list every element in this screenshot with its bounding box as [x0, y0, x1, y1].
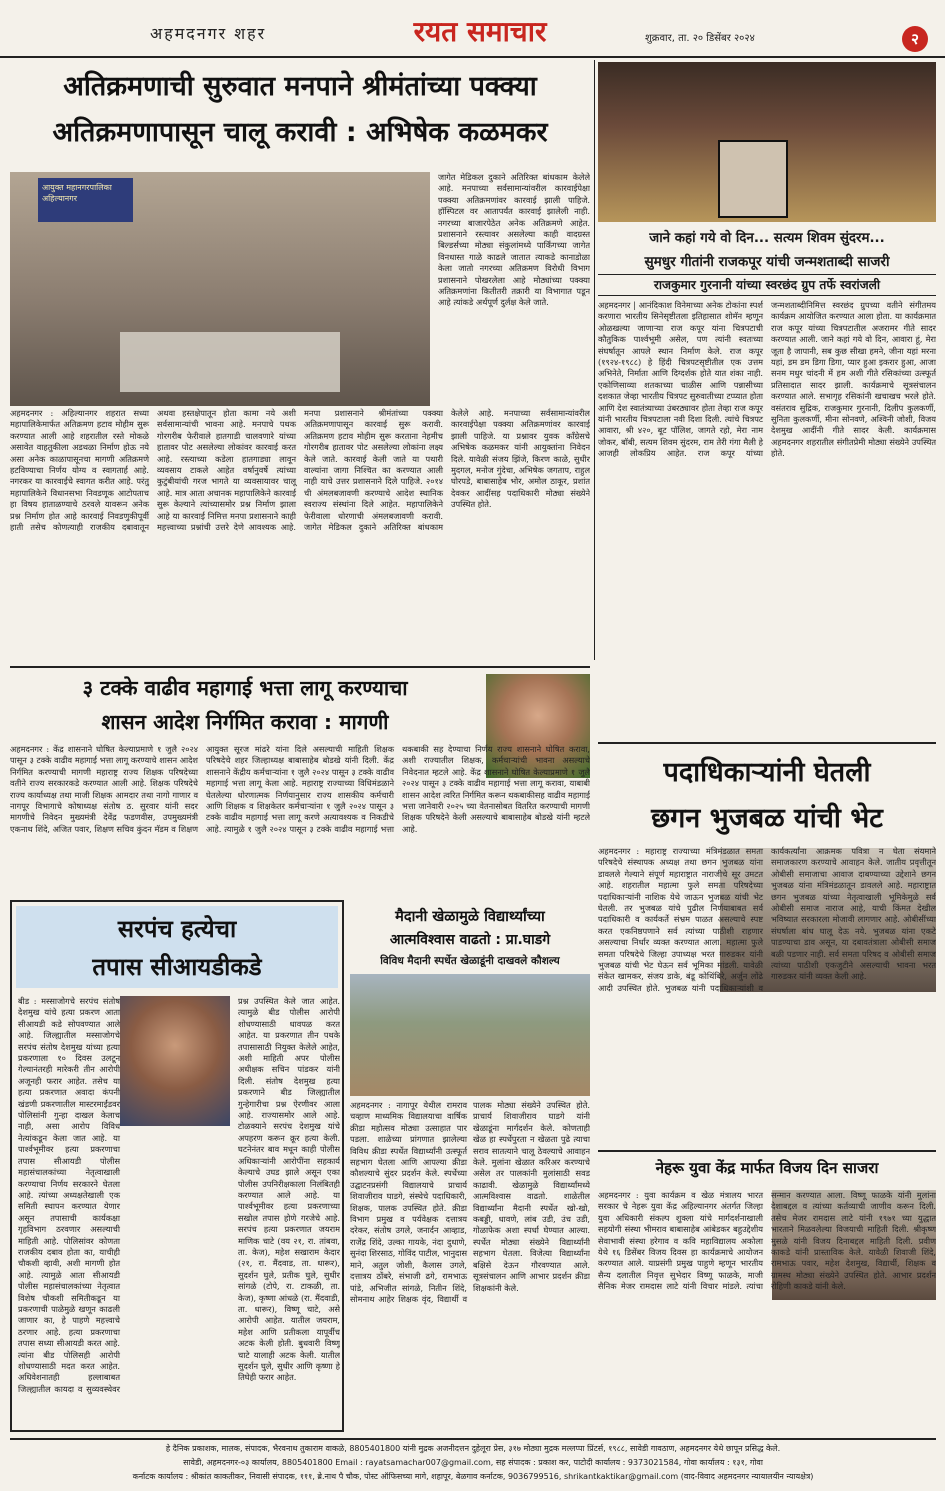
rajkapoor-headline-2: सुमधुर गीतांनी राजकपूर यांची जन्मशताब्दी साजरी — [644, 254, 890, 270]
section-name: अहमदनगर शहर — [150, 24, 267, 43]
divider — [10, 666, 590, 668]
rajkapoor-photo — [598, 62, 936, 222]
sarpanch-headline-2: तपास सीआयडीकडे — [92, 953, 262, 981]
nehru-text: अहमदनगर : युवा कार्यक्रम व खेळ मंत्रालय भारत सरकार चे नेहरू युवा केंद्र अहिल्यानगर अंतर्गत जिल्हा युवा अधिकारी संकल्प शुक्ला यांचे मार्गदर्शनाखाली सहयोगी संस्था भीमराव बाबासाहेब आंबेडकर बहुउद्देशीय सेवाभावी संस्था हरेगाव व कवि महाविद्यालय अकोला येथे १६ डिसेंबर विजय दिवस हा कार्यक्रमाचे आयोजन करण्यात आले. याप्रसंगी प्रमुख पाहुणे म्हणून भारतीय सैन्य दलातील निवृत्त सुभेदार विष्णू फाळके, माजी सैनिक मेजर रामदास लाटे यांनी विचार मांडले. त्यांचा सन्मान करण्यात आला. विष्णू फाळके यांनी मुलांना देशाबद्दल व त्यांच्या कर्तव्याची जाणीव करून दिली. तसेच मेजर रामदास लाटे यांनी १९७१ च्या युद्धात भारताने मिळवलेल्या विजयाची माहिती दिली. श्रीकृष्ण मुसळे यांनी विजय दिनाबद्दल माहिती दिली. प्रवीण काकडे यांनी प्रास्ताविक केले. यावेळी शिवाजी शिंदे, रामभाऊ पवार, महेश देशमुख, विद्यार्थी, शिक्षक व ग्रामस्थ मोठ्या संख्येने उपस्थित होते. आभार प्रदर्शन रोहिणी काकडे यांनी केले. — [598, 1190, 936, 1292]
sports-photo — [350, 974, 590, 1096]
footer-line-2: सावेडी, अहमदनगर-०३ कार्यालय, 8805401800 Email : rayatsamachar007@gmail.com, सह संपादक : प्रकाश कर, पाटोदी कार्यालय : 9373021584, गोवा कार्यालय : १३१, गोवा — [183, 1458, 763, 1467]
da-text: अहमदनगर : केंद्र शासनाने घोषित केल्याप्रमाणे १ जुलै २०२४ पासून ३ टक्के वाढीव महागाई भत्ता लागू करण्याचे शासन आदेश निर्गमित करण्याची मागणी महाराष्ट्र राज्य शिक्षक परिषदेच्या वतीने राज्य सरकारकडे करण्यात आली आहे. शिक्षक परिषदेचे राज्य कार्याध्यक्ष तथा माजी शिक्षक आमदार तथा नागो गाणार व नागपूर विभागाचे कोषाध्यक्ष संतोष ठ. सुरवार यांनी सदर मागणीचे निवेदन मुख्यमंत्री देवेंद्र फडणवीस, उपमुख्यमंत्री एकनाथ शिंदे, अजित पवार, शिक्षण सचिव कुंदन मॅडम व शिक्षण आयुक्त सूरज मांढरे यांना दिले असल्याची माहिती शिक्षक परिषदेचे शहर जिल्हाध्यक्ष बाबासाहेब बोडखे यांनी दिली. केंद्र शासनाने केंद्रीय कर्मचाऱ्यांना १ जुलै २०२४ पासून ३ टक्के वाढीव महागाई भत्ता लागू केला आहे. महाराष्ट्र राज्याच्या विधिमंडळाने घेतलेल्या धोरणात्मक निर्णयानुसार राज्य शासकीय कर्मचारी आणि शिक्षक व शिक्षकेतर कर्मचाऱ्यांना १ जुलै २०२४ पासून ३ टक्के वाढीव महागाई भत्ता लागू करणे अत्यावश्यक व निकडीचे आहे. त्यामुळे १ जुलै २०२४ पासून ३ टक्के वाढीव महागाई भत्ता थकबाकी सह देण्याचा निर्णय राज्य शासनाने घोषित करावा, अशी राज्यातील शिक्षक, कर्मचाऱ्यांची भावना असल्याचे निवेदनात म्हटले आहे. केंद्र शासनाने घोषित केल्याप्रमाणे १ जुलै २०२४ पासून ३ टक्के वाढीव महागाई भत्ता लागू करावा, याबाबी शासन आदेश त्वरित निर्गमित करून थकबाकीसह वाढीव महागाई भत्ता जानेवारी २०२५ च्या वेतनासोबत वितरित करण्याची मागणी शिक्षक परिषदेने केली असल्याचे बाबासाहेब बोडखे यांनी म्हटले आहे. — [10, 744, 590, 834]
bhujbal-headline-1: पदाधिकाऱ्यांनी घेतली — [663, 757, 871, 788]
masthead — [0, 0, 945, 58]
footer — [10, 1438, 936, 1486]
sarpanch-headline-1: सरपंच हत्येचा — [117, 915, 237, 943]
da-headline-1: ३ टक्के वाढीव महागाई भत्ता लागू करण्याचा — [82, 676, 408, 700]
sarpanch-text: बीड : मस्साजोगचे सरपंच संतोष देशमुख यांचे हत्या प्रकरण आता सीआयडी कडे सोपवण्यात आले आहे. जिल्ह्यातील मस्साजोगचे सरपंच संतोष देशमुख यांच्या हत्या प्रकरणाला १० दिवस उलटून गेल्यानंतरही मारेकरी तीन आरोपी अजूनही फरार आहेत. तसेच या हत्या प्रकरणात अवादा कंपनी खंडणी प्रकरणातील मास्टरमाईंडवर पोलिसांनी गुन्हा दाखल केलाच नाही, असा आरोप विविध नेत्यांकडून केला जात आहे. या पार्श्वभूमीवर हत्या प्रकरणाचा तपास सीआयडी पोलीस महासंचालकांच्या नेतृत्वाखाली करण्याचा निर्णय सरकारने घेतला आहे. त्यांच्या अध्यक्षतेखाली एक समिती स्थापन करण्यात येणार असून तपासाची कार्यकक्षा गृहविभाग ठरवणार असल्याची माहिती आहे. पोलिसांवर कोणता राजकीय दबाव होता का, याचीही चौकशी व्हावी, अशी मागणी होत आहे. त्यामुळे आता सीआयडी पोलीस महासंचालकांच्या नेतृत्वात विशेष चौकशी समितीकडून या प्रकरणाची पाळेमुळे खणून काढली जाणार का, हे पाहणे महत्त्वाचे ठरणार आहे. हत्या प्रकरणाचा तपास सध्या सीआयडी करत आहे. त्यांना बीड पोलिसही आरोपी शोधण्यासाठी मदत करत आहेत. अधिवेशनातही हल्लाबाबत जिल्ह्यातील कायदा व सुव्यवस्थेवर प्रश्न उपस्थित केले जात आहेत. त्यामुळे बीड पोलीस आरोपी शोधण्यासाठी धावपळ करत आहेत. या प्रकरणात तीन पथके तपासासाठी नियुक्त केलेले आहेत, अशी माहिती अपर पोलीस अधीक्षक सचिन पांडकर यांनी दिली. संतोष देशमुख हत्या प्रकरणाने बीड जिल्ह्यातील गुन्हेगारीचा प्रश्न ऐरणीवर आला आहे. राज्यासमोर आले आहे. टोळक्याने सरपंच देशमुख यांचे अपहरण करून क्रूर हत्या केली. घटनेनंतर बाव मधून काही पोलीस अधिकाऱ्यांनी आरोपींना सहकार्य केल्याचे उघड झाले असून एका पोलीस उपनिरीक्षकाला निलंबितही करण्यात आले आहे. या पार्श्वभूमीवर हत्या प्रकरणाच्या सखोल तपास होणे गरजेचे आहे. सरपंच हत्या प्रकरणात जयराम माणिक चाटे (वय २१, रा. तांबवा, ता. केज), महेश सखाराम केदार (२१, रा. मैंदवाड, ता. धारूर), सुदर्शन घुले, प्रतीक घुले, सुधीर सांगळे (टोपे, रा. टाकळी, ता. केज), कृष्णा आंधळे (रा. मैंदवाडी, ता. धारूर), विष्णू चाटे, असे आरोपी आहेत. यातील जयराम, महेश आणि प्रतीकला यापूर्वीच अटक केली होती. बुधवारी विष्णू चाटे यालाही अटक केली. यातील सुदर्शन घुले, सुधीर आणि कृष्णा हे तिघेही फरार आहेत. — [18, 996, 340, 1394]
sports-text: अहमदनगर : नागापूर येथील रामराव चव्हाण माध्यमिक विद्यालयाचा वार्षिक क्रीडा महोत्सव मोठ्या उत्साहात पार पडला. शाळेच्या प्रांगणात झालेल्या विविध क्रीडा स्पर्धेत विद्यार्थ्यांनी उत्स्फूर्त सहभाग घेतला आणि आपल्या क्रीडा कौशल्याचे सुंदर प्रदर्शन केले. स्पर्धेच्या उद्घाटनप्रसंगी विद्यालयाचे प्राचार्य शिवाजीराव घाडगे, संस्थेचे पदाधिकारी, शिक्षक, पालक उपस्थित होते. क्रीडा विभाग प्रमुख व पर्यवेक्षक दत्तात्रय दरेकर, संतोष उगले, जनार्दन आव्हाड, राजेंद्र शिंदे, उल्का गायके, नंदा दुधाणे, सुनंदा शिरसाठ, गोविंद पाटील, भानुदास माने, अतुल जोशी, कैलास उगले, दत्तात्रय ठोंबरे, संभाजी ढगे, रामभाऊ पांडे, अभिजीत सांगळे, नितीन शिंदे, सोमनाथ आहेर शिक्षक वृंद, विद्यार्थी व पालक मोठ्या संख्येने उपस्थित होते. प्राचार्य शिवाजीराव घाडगे यांनी खेळाडूंना मार्गदर्शन केले. कोणताही खेळ हा स्पर्धेपुरता न खेळता पुढे त्याचा सराव सातत्याने चालू ठेवल्याचे आवाहन केले. मुलांना खेळात करिअर करण्याचे असेल तर पालकांनी मुलांसाठी सवड काढावी. खेळामुळे विद्यार्थ्यांमध्ये आत्मविश्वास वाढतो. शाळेतील विद्यार्थ्यांना मैदानी स्पर्धेत खो-खो, कबड्डी, धावणे, लांब उडी, उंच उडी, गोळाफेक अशा स्पर्धा घेण्यात आल्या. स्पर्धेत मोठ्या संख्येने विद्यार्थ्यांनी सहभाग घेतला. विजेत्या विद्यार्थ्यांना बक्षिसे देऊन गौरवण्यात आले. सूत्रसंचालन आणि आभार प्रदर्शन क्रीडा शिक्षकांनी केले. — [350, 1100, 590, 1304]
lead-photo — [10, 172, 430, 406]
rajkapoor-headline-1: जाने कहां गये वो दिन... सत्यम शिवम सुंदरम... — [649, 231, 885, 246]
sports-headline-1: मैदानी खेळामुळे विद्यार्थ्यांच्या — [395, 908, 545, 925]
bhujbal-headline-2: छगन भुजबळ यांची भेट — [651, 803, 883, 834]
footer-line-1: हे दैनिक प्रकाशक, मालक, संपादक, भैरवनाथ तुकाराम वाकळे, 8805401800 यांनी मुद्रक अजनीदत्तन दुहेलूरा प्रेस, ३१७ मोठ्या मुद्रक मल्लप्पा प्रिंटर्स, १९८८, सावेडी गावठाण, अहमदनगर येथे छापून प्रसिद्ध केले. — [165, 1444, 781, 1453]
lead-photo-label: आयुक्त महानगरपालिका अहिल्यानगर — [38, 178, 133, 222]
footer-line-3: कर्नाटक कार्यालय : श्रीकांत काकतीकर, निवासी संपादक, १११, ब्रे.नाथ पै चौक, पोस्ट ऑफिसच्या मागे, शहापूर, बेळगाव कर्नाटक, 9036799516, shrikantkaktikar@gmail.com (वाद-विवाद अहमदनगर न्यायालयीन न्यायक्षेत्र) — [132, 1472, 814, 1481]
bhujbal-text: अहमदनगर : महाराष्ट्र राज्याच्या मंत्रिमंडळात समता परिषदेचे संस्थापक अध्यक्ष तथा छगन भुजबळ यांना डावलले गेल्याने संपूर्ण महाराष्ट्रात नाराजीचे सूर उमटत आहे. शहरातील महात्मा फुले समता परिषदेच्या पदाधिकाऱ्यांनी नाशिक येथे जाऊन भुजबळ यांची भेट घेतली. तर भुजबळ यांचे पुढील निर्णयाबाबत सर्व पदाधिकारी व कार्यकर्ते संभ्रम पाळत असल्याचे स्पष्ट करत एकनिष्ठपणाने सर्व त्यांच्या पाठीशी राहणार असल्याचा निर्धार व्यक्त करण्यात आला. महात्मा फुले समता परिषदेचे जिल्हा उपाध्यक्ष भरत गारुडकर यांनी भुजबळ यांची भेट घेऊन सर्व भूमिका मांडली. यावेळी संकेत खामकर, संजय डाके, बंडू कोथिंबिरे, अर्जुन लोंढे आदी उपस्थित होते. भुजबळ यांनी पदाधिकाऱ्यांशी व कार्यकर्त्यांना आक्रमक पवित्रा न घेता संयमाने समाजकारण करण्याचे आवाहन केले. जातीय प्रवृत्तीतून ओबीसी समाजाचा आवाज दाबण्याच्या उद्देशाने छगन भुजबळ यांना मंत्रिमंडळातून डावलले आहे. महाराष्ट्रात छगन भुजबळ यांच्या नेतृत्वाखाली भूमिकेमुळे सर्व ओबीसी समाज नाराज आहे, याची किंमत देखील भविष्यात सरकारला मोजावी लागणार आहे. ओबीसींच्या संघर्षाला बांध घालू देऊ नये. भुजबळ यांना एकटे पाडण्याचा डाव असून, या दबावतंत्राला ओबीसी समाज बळी पडणार नाही. सर्व समता परिषद व ओबीसी समाज त्यांच्या पाठीशी एकजुटीने असल्याची भावना भरत गारुडकर यांनी व्यक्त केली आहे. — [598, 846, 936, 993]
sports-headline-2: आत्मविश्वास वाढतो : प्रा.घाडगे — [389, 932, 551, 948]
divider — [594, 60, 595, 660]
lead-text: अहमदनगर : अहिल्यानगर शहरात सध्या महापालिकेमार्फत अतिक्रमण हटाव मोहीम सुरू करण्यात आली आहे शहरातील रस्ते मोकळे असावेत वाहतुकीला अडथळा निर्माण होऊ नये असा अनेक काळापासूनचा मागणी अतिक्रमणे हटविण्याचा निर्णय योग्य व स्वागतार्ह आहे. नगरकर या कारवाईचे स्वागत करीत आहे. परंतु महापालिकेने विधानसभा निवडणूक आटोपताच हा विषय हाताळण्याचे ठरवले यावरून अनेक प्रश्न निर्माण होत आहे कारवाई निवडणुकीपूर्वी हाती तसेच कोणत्याही राजकीय दबावातून अथवा हस्तक्षेपातून होता कामा नये अशी सर्वसामान्यांची भावना आहे. मनपाचे पथक गोरगरीब फेरीवाले हातगाडी चालवणारे यांच्या हातावर पोट असलेल्या लोकांवर कारवाई करत आहे. रस्त्याच्या कडेला हातगाड्या लावून व्यवसाय टाकले आहेत वर्षानुवर्षे त्यांच्या कुटुंबीयांची गरज भागते या व्यवसायावर चालू आहे. मात्र आता अचानक महापालिकेने कारवाई सुरू केल्याने त्यांच्यासमोर प्रश्न निर्माण झाला आहे या कारवाई निमित्त मनपा प्रशासनाने काही महत्त्वाच्या प्रश्नांची उत्तरे देणे आवश्यक आहे. मनपा प्रशासनाने श्रीमंतांच्या पक्क्या अतिक्रमणापासून कारवाई सुरू करावी. अतिक्रमण हटाव मोहीम सुरू करताना नेहमीच गोरगरीब हातावर पोट असलेल्या लोकांना लक्ष्य केले जाते. कारवाई केली जाते या पथारी वाल्यांना जागा निश्चित का करण्यात आली नाही याचे उत्तर प्रशासनाने दिले पाहिजे. २०१४ ची अंमलबजावणी करण्याचे आदेश स्थानिक स्वराज्य संस्थांना दिले आहेत. महापालिकेने फेरीवाला धोरणाची अंमलबजावणी करावी. जागेत मेडिकल दुकाने अतिरिक्त बांधकाम केलेले आहे. मनपाच्या सर्वसामान्यांवरील कारवाईपेक्षा पक्क्या अतिक्रमणांवर कारवाई झाली पाहिजे. या प्रश्नावर युवक काँग्रेसचे अभिषेक कळमकर यांनी आयुक्तांना निवेदन दिले. यावेळी संजय झिंजे, किरण काळे, सुधीर मुदगल, मनोज गुंदेचा, अभिषेक जगताप, राहुल घोरपडे, बाबासाहेब भोर, अमोल ठाकूर, प्रशांत देवकर आदींसह पदाधिकारी मोठ्या संख्येने उपस्थित होते. — [10, 408, 590, 533]
lead-photo-desk — [120, 332, 340, 392]
divider — [598, 742, 936, 744]
lead-text-side: जागेत मेडिकल दुकाने अतिरिक्त बांधकाम केलेले आहे. मनपाच्या सर्वसामान्यांवरील कारवाईपेक्षा पक्क्या अतिक्रमणांवर कारवाई झाली पाहिजे. हॉस्पिटल वर आतापर्यंत कारवाई झालेली नाही. नगरच्या बाजारपेठेत अनेक अतिक्रमणे आहेत. प्रशासनाने रस्त्यावर असलेल्या काही वादग्रस्त बिल्डर्सच्या मोठ्या संकुलांमध्ये पार्किंगच्या जागेत विनधास्त गाळे काढले जातात त्याकडे कानाडोळा केला जातो नगरच्या अतिक्रमण विरोधी विभाग प्रशासनाने पोखरलेला आहे मोठ्यांच्या पक्क्या अतिक्रमणांना कितीतरी तक्रारी या विभागात पडून आहे त्यांकडे अर्थपूर्ण दुर्लक्ष केले जाते. — [438, 172, 590, 308]
divider — [598, 1150, 936, 1152]
lead-headline-2: अतिक्रमणापासून चालू करावी : अभिषेक कळमकर — [52, 117, 548, 148]
paper-title: रयत समाचार — [413, 15, 547, 48]
da-headline-2: शासन आदेश निर्गमित करावा : मागणी — [101, 710, 389, 734]
issue-date: शुक्रवार, ता. २० डिसेंबर २०२४ — [645, 33, 755, 44]
lead-headline-1: अतिक्रमणाची सुरुवात मनपाने श्रीमंतांच्या पक्क्या — [63, 71, 537, 102]
nehru-headline: नेहरू युवा केंद्र मार्फत विजय दिन साजरा — [655, 1159, 879, 1177]
rajkapoor-portrait — [718, 140, 788, 218]
sarpanch-box — [10, 900, 344, 1432]
page-number: २ — [902, 26, 928, 52]
rajkapoor-text: अहमदनगर | आनंदिकाश विनेमाच्या अनेक टोकांना स्पर्श करणारा भारतीय सिनेसृष्टीतला इतिहासात शोमॅन म्हणून ओळखल्या जाणाऱ्या राज कपूर यांना चित्रपटाची कौतुकिक पार्श्वभूमी असेल, पण त्यांनी स्वतःच्या संघर्षातून आपले स्थान निर्माण केले. राज कपूर (१९२४-१९८८) हे हिंदी चित्रपटसृष्टीतील एक उत्तम अभिनेते, निर्माता आणि दिग्दर्शक होते यात शंका नाही. एकोणिसाव्या शतकाच्या चाळीस आणि पन्नासीच्या दशकात जेव्हा भारतीय चित्रपट सुरुवातीच्या टप्प्यात होता आणि देश स्वातंत्र्याच्या उंबरठ्यावर होता तेव्हा राज कपूर यांनी भारतीय चित्रपटाला नवी दिशा दिली. त्यांचे चित्रपट आवारा, श्री ४२०, बूट पॉलिश, जागते रहो, मेरा नाम जोकर, बॉबी, सत्यम शिवम सुंदरम, राम तेरी गंगा मैली हे आजही लोकप्रिय आहेत. राज कपूर यांच्या जन्मशताब्दीनिमित्त स्वरछंद ग्रुपच्या वतीने संगीतमय कार्यक्रम आयोजित करण्यात आला होता. या कार्यक्रमात राज कपूर यांच्या चित्रपटातील अजरामर गीते सादर करण्यात आली. जाने कहां गये वो दिन, आवारा हूं, मेरा जूता है जापानी, सब कुछ सीखा हमने, जीना यहां मरना यहां, डम डम डिगा डिगा, प्यार हुआ इकरार हुआ, आजा सनम मधुर चांदनी में हम अशी गीते रसिकांच्या उत्स्फूर्त प्रतिसादात सादर झाली. कार्यक्रमाचे सूत्रसंचालन करण्यात आले. सभागृह रसिकांनी खचाखच भरले होते. वसंतराव सुद्रिक, राजकुमार गुरनानी, दिलीप कुलकर्णी, सुनिता कुलकर्णी, मीना सोनवणे, अश्विनी जोशी, विजय देशमुख आदींनी गीते सादर केली. कार्यक्रमास अहमदनगर शहरातील संगीतप्रेमी मोठ्या संख्येने उपस्थित होते. — [598, 300, 936, 459]
sports-strap: विविध मैदानी स्पर्धेत खेळाडूंनी दाखवले कौशल्य — [380, 955, 560, 967]
rajkapoor-strap: राजकुमार गुरनानी यांच्या स्वरछंद ग्रुप तर्फे स्वरांजली — [598, 274, 936, 296]
